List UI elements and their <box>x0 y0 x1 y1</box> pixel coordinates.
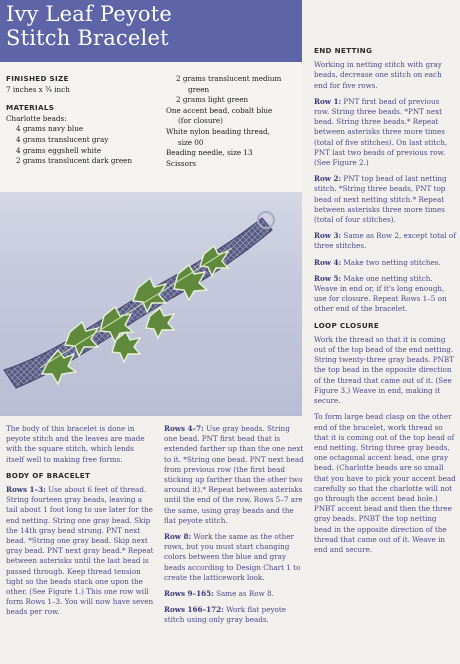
end-netting-row: Row 4: Make two netting stitches. <box>314 257 441 267</box>
material-item: 2 grams light green <box>176 95 249 105</box>
end-netting-row: Row 5: Make one netting stitch. Weave in end or, if it's long enough, use for closure. Repeat Rows 1–5 on other end of the bracelet. <box>314 273 447 314</box>
title-line-2: Stitch Bracelet <box>6 26 169 50</box>
material-item: 4 grams navy blue <box>16 124 84 134</box>
end-netting-row: Row 1: PNT first bead of previous row. String three beads. *PNT next bead. String three beads.* Repeat between asterisks three more times (total of five stitches). On last stitch, PNT last two beads of previous row. (See Figure 2.) <box>314 96 448 168</box>
materials-heading: MATERIALS <box>6 103 55 113</box>
material-item: White nylon beading thread, <box>166 126 270 136</box>
finished-size-value: 7 inches x ¾ inch <box>6 84 70 94</box>
body-row: Rows 1–3: Use about 6 feet of thread. String fourteen gray beads, leaving a tail about 1 foot long to use later for the end netting. String one gray bead. Skip the 14th gray bead strung. PNT next bead. *String one gray bead. Skip next gray bead. PNT next gray bead.* Repeat between asterisks until the last bead is passed through. Keep thread tension tight so the beads stack one upon the other. (See Figure 1.) This one row will form Rows 1–3. You will now have seven beads per row. <box>6 485 154 617</box>
title-banner <box>0 0 302 62</box>
bracelet-photo <box>0 192 302 416</box>
body-instructions-left <box>6 424 154 624</box>
material-item: 4 grams eggshell white <box>16 145 102 155</box>
right-column <box>314 46 456 561</box>
end-netting-row: Row 2: PNT top bead of last netting stitch. *String three beads, PNT top bead of next netting stitch.* Repeat between asterisks three more times (total of four stitches). <box>314 174 447 225</box>
title-line-1: Ivy Leaf Peyote <box>6 2 173 26</box>
material-item: 2 grams translucent dark green <box>16 156 133 166</box>
body-row: Rows 166–172: Work flat peyote stitch using only gray beads. <box>164 605 287 625</box>
intro-text: The body of this bracelet is done in peyote stitch and the leaves are made with the square stitch, which lends itself well to making free forms. <box>6 424 145 464</box>
body-heading: BODY OF BRACELET <box>6 470 91 480</box>
info-panel <box>0 62 302 192</box>
material-item: green <box>188 84 210 94</box>
loop-closure-heading: LOOP CLOSURE <box>314 320 380 330</box>
info-column-left <box>6 74 156 167</box>
material-item: (for closure) <box>178 116 223 126</box>
body-row: Rows 4–7: Use gray beads. String one bead. PNT first bead that is extended farther up than the one next to it. *String one bead. PNT next bead from previous row (the first bead sticking up farther than the other two around it).* Repeat between asterisks until the end of the row. Rows 5–7 are the same, using gray beads and the flat peyote stitch. <box>164 424 304 525</box>
loop-closure-paragraph-2: To form large bead clasp on the other end of the bracelet, work thread so that it is coming out of the top bead of end netting. String three gray beads, one octagonal accent bead, one gray bead. (Charlotte beads are so small that you have to pick your accent bead carefully so that the charlotte will not go through the accent bead hole.) PNBT accent bead and then the three gray beads. PNBT the top netting bead in the opposite direction of the thread that came out of it. Weave in end and secure. <box>314 412 456 554</box>
material-item: Scissors <box>166 158 197 168</box>
beaded-ivy-bracelet-photo-icon <box>0 192 302 416</box>
loop-closure-paragraph-1: Work the thread so that it is coming out of the top bead of the end netting. String twenty-three gray beads. PNBT the top bead in the opposite direction of the thread that came out of it. (See Figure 3.) Weave in end, making it secure. <box>314 334 454 406</box>
materials-intro: Charlotte beads: <box>6 113 67 123</box>
info-column-right <box>166 74 298 169</box>
body-instructions-middle <box>164 424 304 632</box>
material-item: 2 grams translucent medium <box>176 74 282 83</box>
material-item: 4 grams translucent gray <box>16 134 109 144</box>
body-row: Row 8: Work the same as the other rows, but you must start changing colors between the blue and gray beads according to Design Chart 1 to create the latticework look. <box>164 532 301 582</box>
body-row: Rows 9–165: Same as Row 8. <box>164 589 274 599</box>
material-item: One accent bead, cobalt blue <box>166 105 273 115</box>
end-netting-intro: Working in netting stitch with gray beads, decrease one stitch on each end for five rows. <box>314 60 442 90</box>
end-netting-row: Row 3: Same as Row 2, except total of three stitches. <box>314 231 456 251</box>
material-item: Beading needle, size 13 <box>166 148 253 158</box>
finished-size-heading: FINISHED SIZE <box>6 74 69 83</box>
material-item: size 00 <box>178 137 204 147</box>
end-netting-heading: END NETTING <box>314 46 373 55</box>
